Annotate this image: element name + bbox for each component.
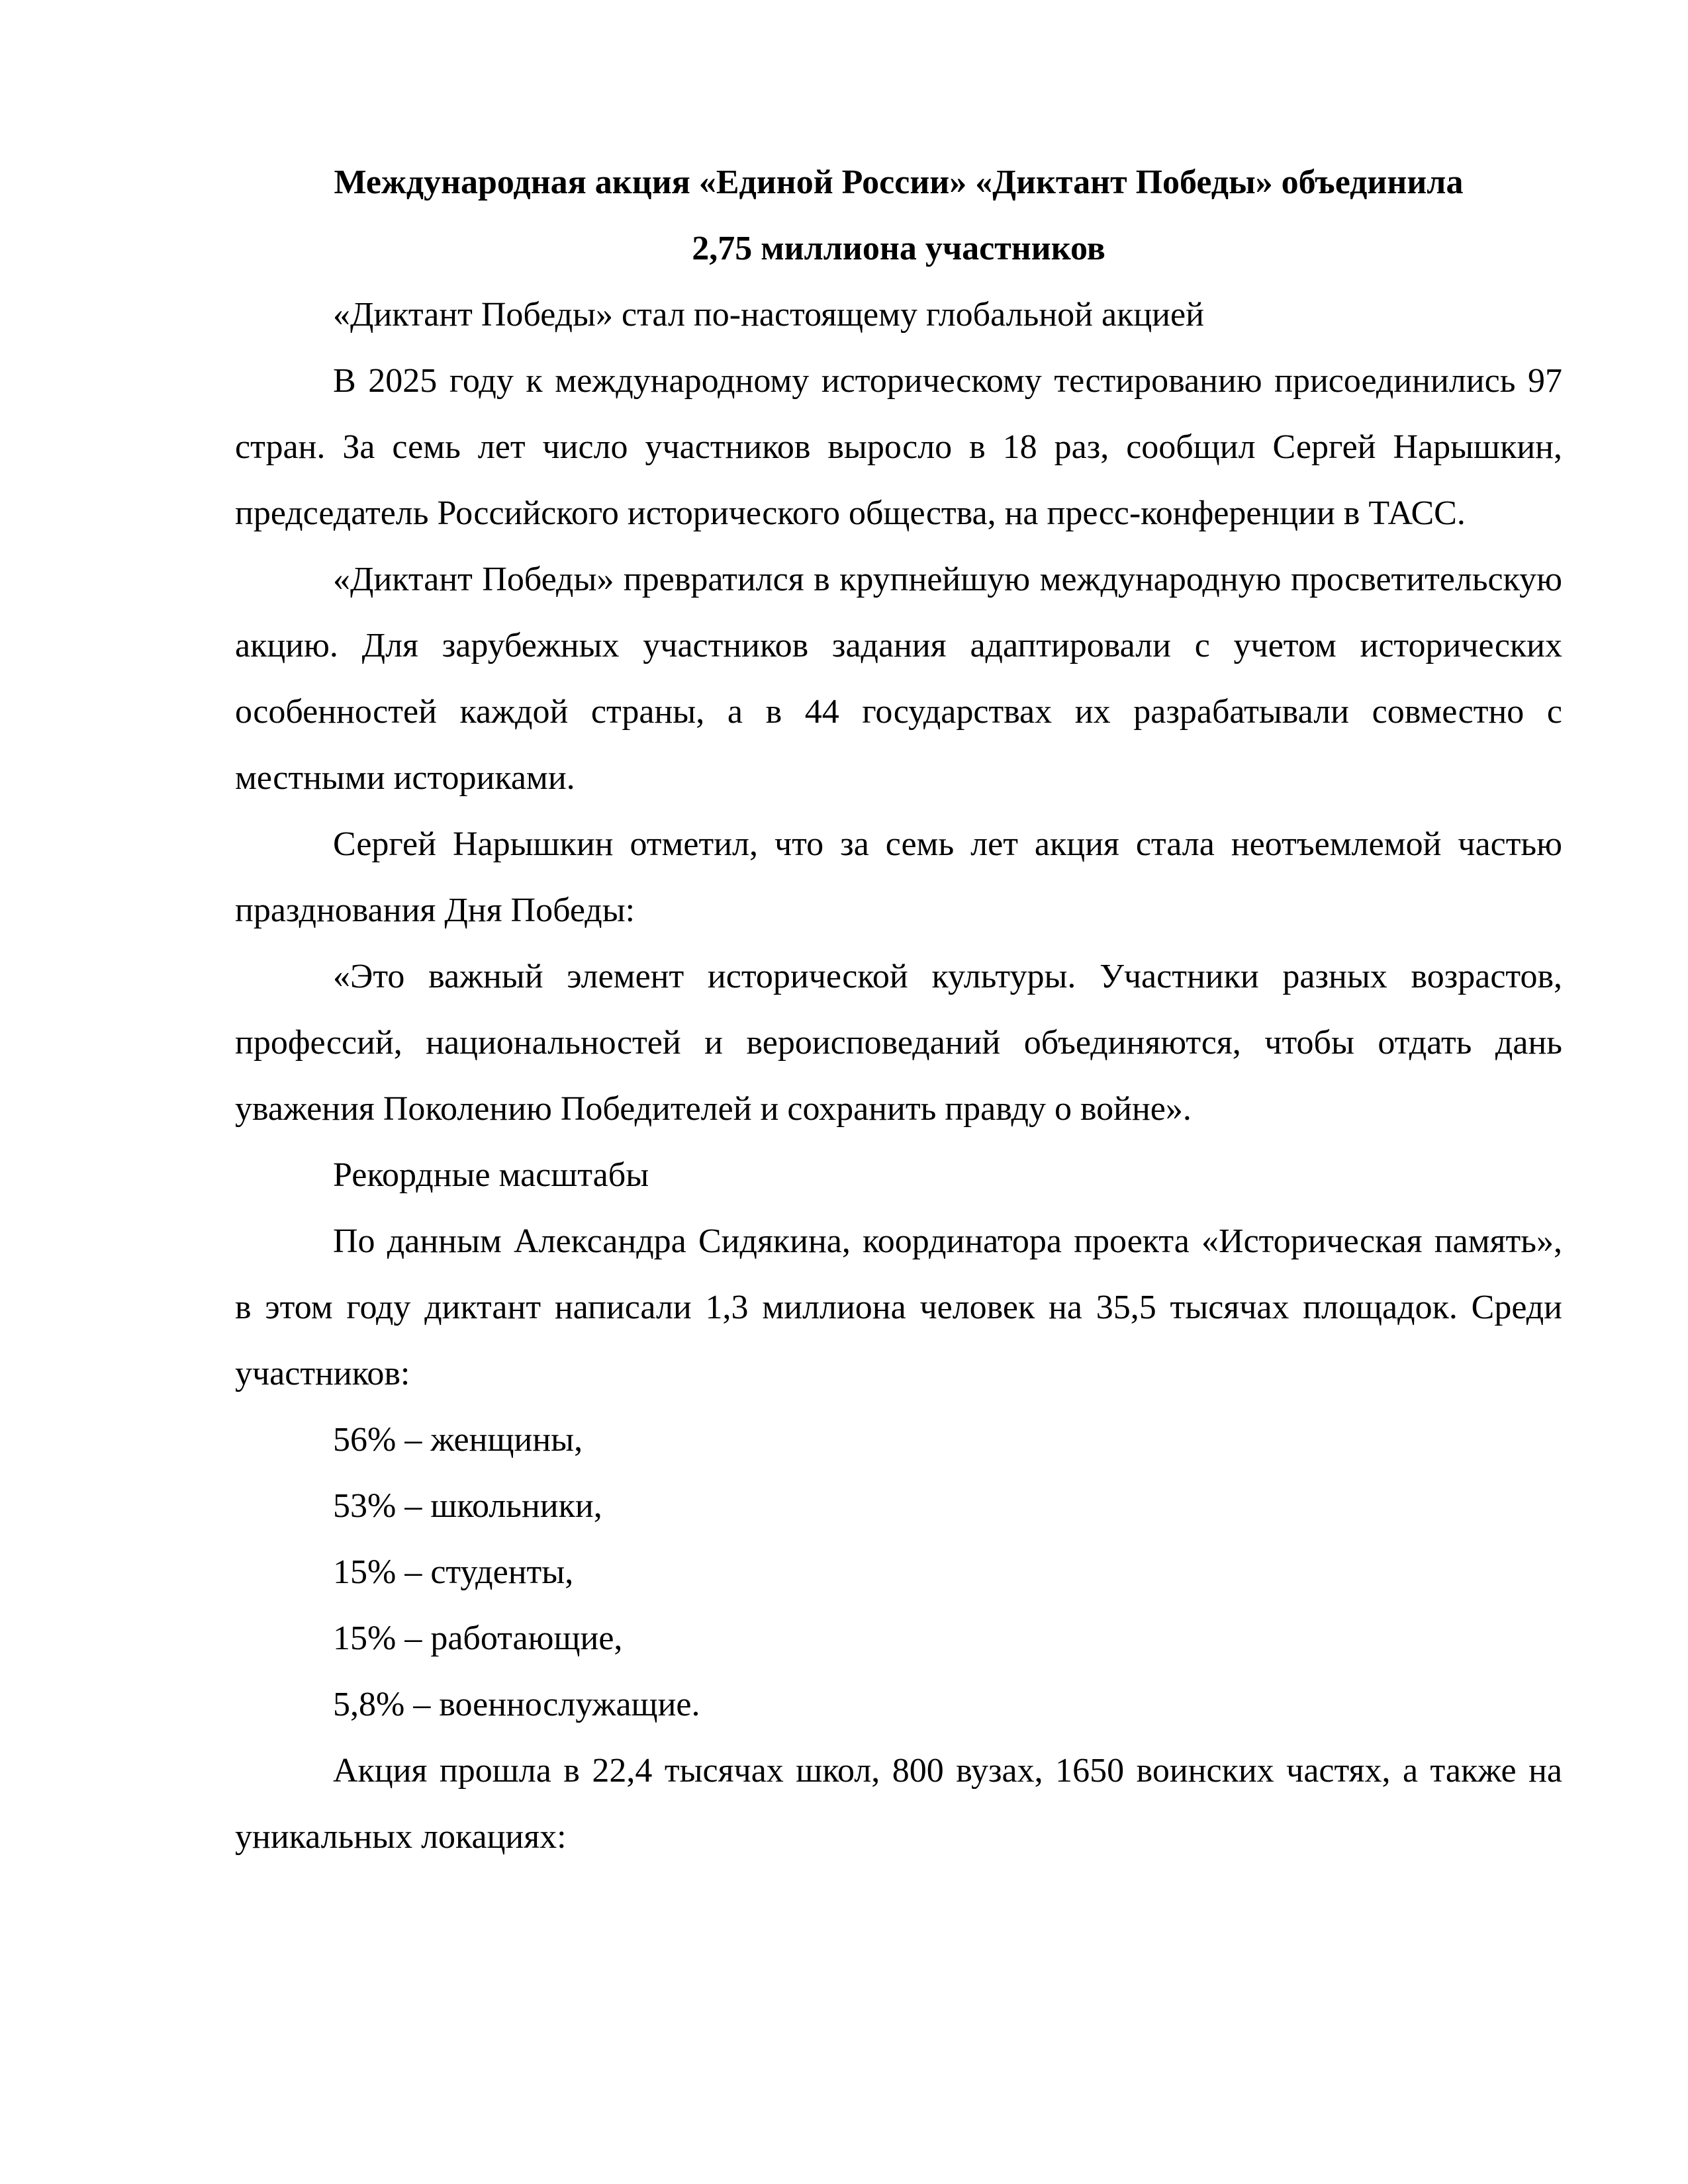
subheading-record-scale: Рекордные масштабы (333, 1156, 649, 1194)
stat-item: 56% – женщины, (333, 1421, 583, 1459)
paragraph-quote: «Это важный элемент исторической культуры. Участники разных возрастов, профессий, национальностей и вероисповеданий объединяются, чтобы отдать дань уважения Поколению Победителей и сохранить правду о войне». (235, 958, 1562, 1128)
stat-item: 15% – студенты, (333, 1553, 574, 1591)
document-body (235, 150, 1562, 1870)
paragraph-countries: В 2025 году к международному историческому тестированию присоединились 97 стран. За семь лет число участников выросло в 18 раз, сообщил Сергей Нарышкин, председатель Российского исторического общества, на пресс-конференции в ТАСС. (235, 362, 1562, 532)
title-line-2: 2,75 миллиона участников (692, 230, 1105, 267)
paragraph-sidyakin: По данным Александра Сидякина, координатора проекта «Историческая память», в этом году диктант написали 1,3 миллиона человек на 35,5 тысячах площадок. Среди участников: (235, 1222, 1562, 1392)
title-line-1: Международная акция «Единой России» «Диктант Победы» объединила (334, 163, 1464, 201)
stat-item: 5,8% – военнослужащие. (333, 1686, 700, 1723)
paragraph-naryshkin: Сергей Нарышкин отметил, что за семь лет акция стала неотъемлемой частью празднования Дня Победы: (235, 825, 1562, 929)
paragraph-largest-action: «Диктант Победы» превратился в крупнейшую международную просветительскую акцию. Для зарубежных участников задания адаптировали с учетом исторических особенностей каждой страны, а в 44 государствах их разрабатывали совместно с местными историками. (235, 561, 1562, 797)
stat-item: 15% – работающие, (333, 1619, 623, 1657)
subheading-global-action: «Диктант Победы» стал по-настоящему глобальной акцией (333, 296, 1204, 334)
stat-item: 53% – школьники, (333, 1487, 602, 1525)
document-title (235, 150, 1562, 282)
paragraph-locations: Акция прошла в 22,4 тысячах школ, 800 вузах, 1650 воинских частях, а также на уникальных локациях: (235, 1752, 1562, 1856)
